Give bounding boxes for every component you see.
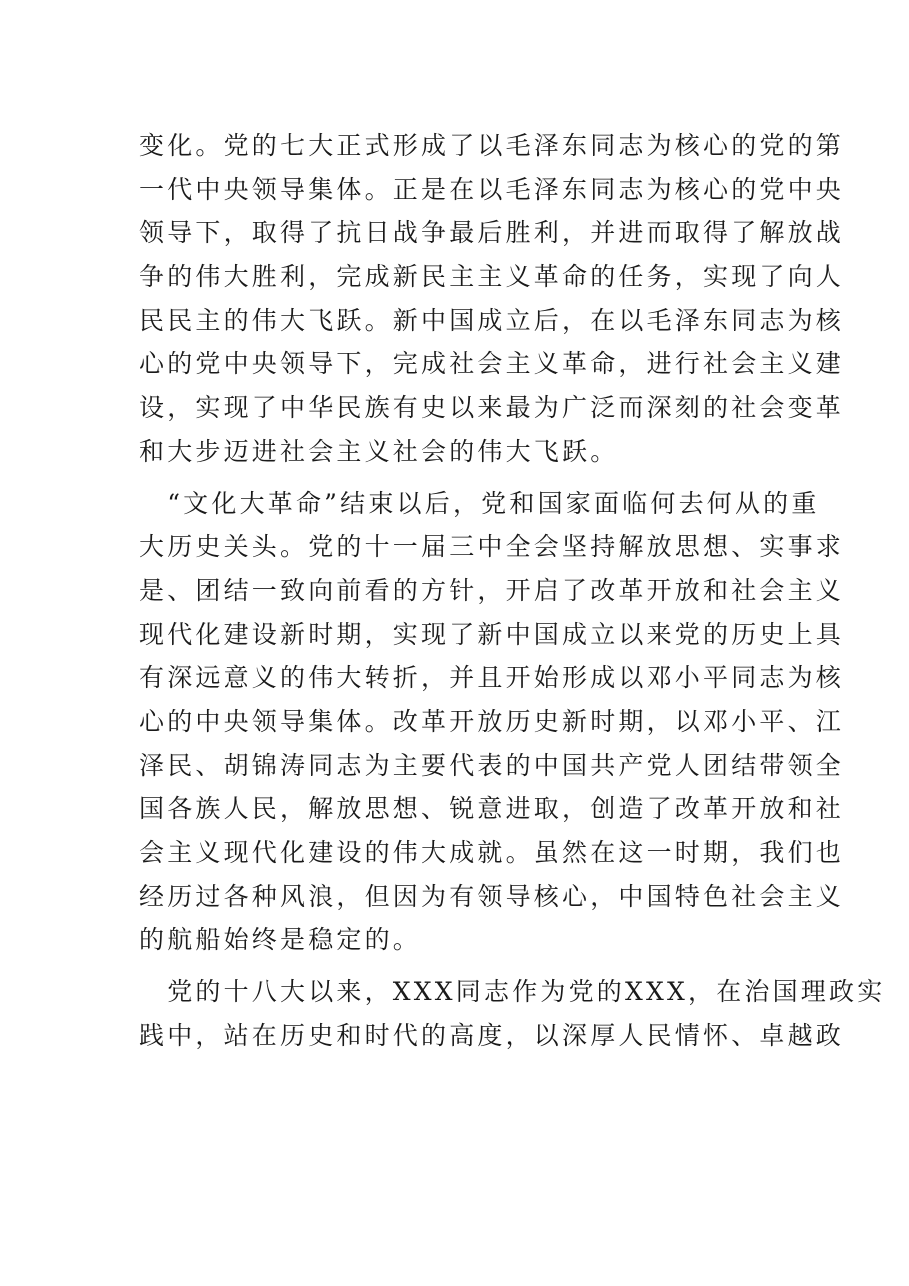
text-line: 争的伟大胜利，完成新民主主义革命的任务，实现了向人	[139, 262, 845, 292]
text-line: 领导下，取得了抗日战争最后胜利，并进而取得了解放战	[139, 218, 845, 248]
text-line: 现代化建设新时期，实现了新中国成立以来党的历史上具	[139, 619, 845, 649]
document-body	[139, 124, 886, 1057]
text-line: 和大步迈进社会主义社会的伟大飞跃。	[139, 436, 619, 466]
paragraph-3	[139, 970, 886, 1057]
text-line: 经历过各种风浪，但因为有领导核心，中国特色社会主义	[139, 881, 845, 911]
paragraph-2	[139, 482, 845, 963]
text-line: “文化大革命”结束以后，党和国家面临何去何从的重	[139, 488, 820, 518]
text-line: 是、团结一致向前看的方针，开启了改革开放和社会主义	[139, 575, 845, 605]
text-line: 有深远意义的伟大转折，并且开始形成以邓小平同志为核	[139, 663, 845, 693]
text-line: 变化。党的七大正式形成了以毛泽东同志为核心的党的第	[139, 131, 845, 160]
paragraph-1	[139, 124, 845, 474]
text-line: 国各族人民，解放思想、锐意进取，创造了改革开放和社	[139, 794, 845, 824]
text-line: 的航船始终是稳定的。	[139, 925, 422, 955]
text-line: 党的十八大以来，XXX同志作为党的XXX，在治国理政实	[139, 977, 886, 1007]
text-line: 心的党中央领导下，完成社会主义革命，进行社会主义建	[139, 349, 845, 379]
text-line: 泽民、胡锦涛同志为主要代表的中国共产党人团结带领全	[139, 750, 845, 780]
paragraph-gap	[139, 474, 771, 482]
text-line: 民民主的伟大飞跃。新中国成立后，在以毛泽东同志为核	[139, 305, 845, 335]
text-line: 心的中央领导集体。改革开放历史新时期，以邓小平、江	[139, 706, 845, 736]
text-line: 会主义现代化建设的伟大成就。虽然在这一时期，我们也	[139, 838, 845, 867]
text-line: 践中，站在历史和时代的高度，以深厚人民情怀、卓越政	[139, 1020, 845, 1050]
text-line: 一代中央领导集体。正是在以毛泽东同志为核心的党中央	[139, 174, 845, 204]
text-line: 设，实现了中华民族有史以来最为广泛而深刻的社会变革	[139, 393, 845, 423]
text-line: 大历史关头。党的十一届三中全会坚持解放思想、实事求	[139, 532, 845, 562]
paragraph-gap	[139, 962, 771, 970]
